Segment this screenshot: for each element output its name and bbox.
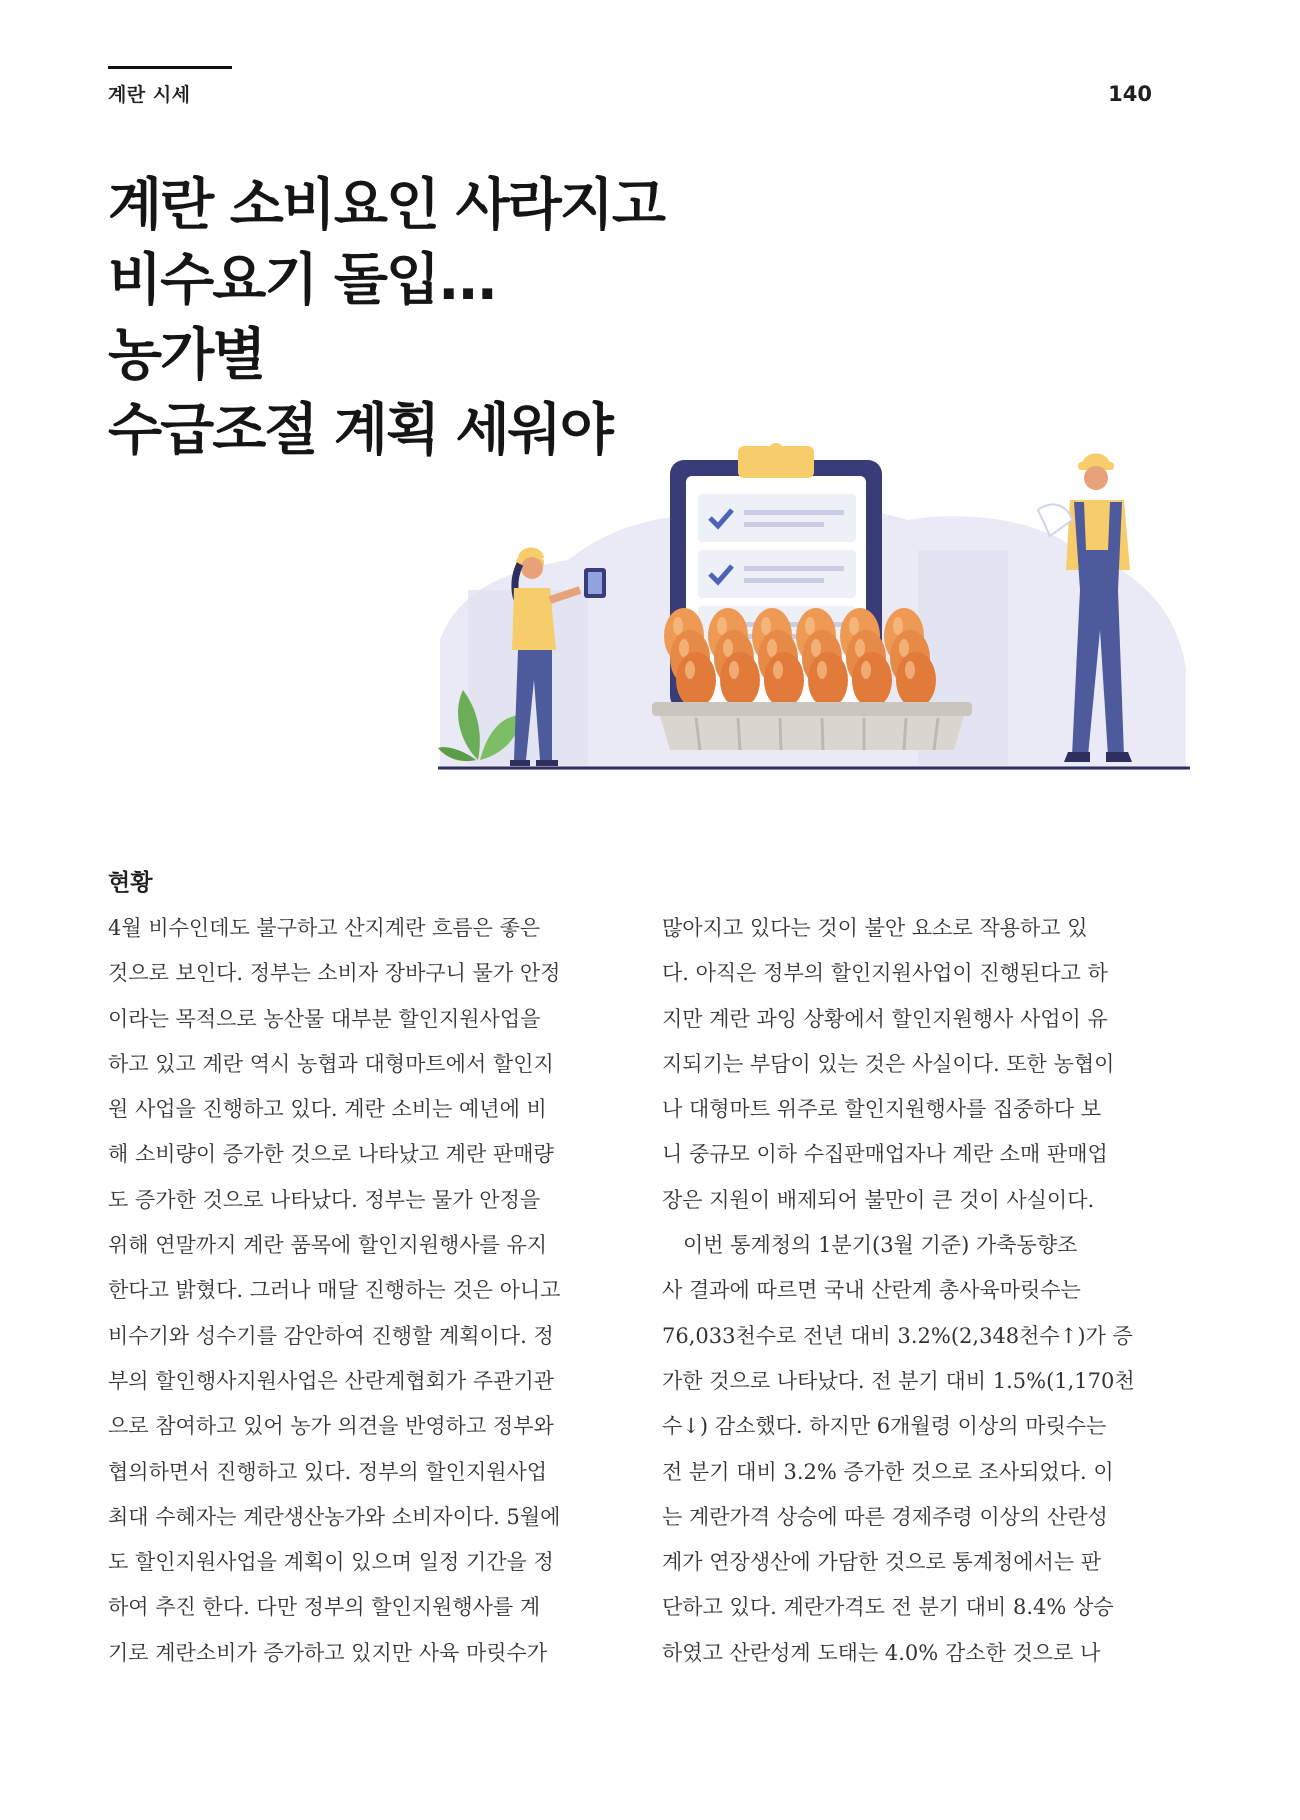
egg-highlight <box>679 639 689 657</box>
egg-highlight <box>905 661 915 679</box>
egg-highlight <box>773 661 783 679</box>
body-text-line: 해 소비량이 증가한 것으로 나타났고 계란 판매량 <box>108 1142 554 1167</box>
body-text-line: 다. 아직은 정부의 할인지원사업이 진행된다고 하 <box>662 961 1108 986</box>
section-heading: 현황 <box>108 870 153 896</box>
title-line: 비수요기 돌입... <box>108 248 496 313</box>
body-text-line: 단하고 있다. 계란가격도 전 분기 대비 8.4% 상승 <box>662 1595 1114 1620</box>
body-text-line: 사 결과에 따르면 국내 산란계 총사육마릿수는 <box>662 1278 1081 1303</box>
egg-highlight <box>805 617 815 635</box>
body-text-line: 도 할인지원사업을 계획이 있으며 일정 기간을 정 <box>108 1550 554 1575</box>
body-text-line: 원 사업을 진행하고 있다. 계란 소비는 예년에 비 <box>108 1097 547 1122</box>
egg-highlight <box>899 639 909 657</box>
body-text-line: 최대 수혜자는 계란생산농가와 소비자이다. 5월에 <box>108 1504 561 1529</box>
header-rule <box>108 66 232 69</box>
egg <box>720 652 760 708</box>
body-text-line: 부의 할인행사지원사업은 산란계협회가 주관기관 <box>108 1368 555 1393</box>
egg <box>896 652 936 708</box>
egg-highlight <box>817 661 827 679</box>
egg <box>764 652 804 708</box>
body-text-line: 계가 연장생산에 가담한 것으로 통계청에서는 판 <box>662 1550 1102 1575</box>
body-text-line: 전 분기 대비 3.2% 증가한 것으로 조사되었다. 이 <box>662 1459 1114 1484</box>
body-text-line: 수↓) 감소했다. 하지만 6개월령 이상의 마릿수는 <box>662 1414 1107 1439</box>
egg-highlight <box>849 617 859 635</box>
egg-highlight <box>717 617 727 635</box>
body-text-line: 도 증가한 것으로 나타났다. 정부는 물가 안정을 <box>108 1187 541 1212</box>
body-text-line: 4월 비수인데도 불구하고 산지계란 흐름은 좋은 <box>108 916 541 940</box>
article-title <box>108 168 664 468</box>
body-text-line: 가한 것으로 나타났다. 전 분기 대비 1.5%(1,170천 <box>662 1368 1135 1393</box>
body-text-line: 이라는 목적으로 농산물 대부분 할인지원사업을 <box>108 1006 541 1031</box>
body-text-line: 76,033천수로 전년 대비 3.2%(2,348천수↑)가 증 <box>662 1323 1133 1348</box>
egg <box>676 652 716 708</box>
body-text-line: 한다고 밝혔다. 그러나 매달 진행하는 것은 아니고 <box>108 1278 561 1303</box>
egg-highlight <box>685 661 695 679</box>
body-column-right <box>662 906 1156 1676</box>
body-text-line: 협의하면서 진행하고 있다. 정부의 할인지원사업 <box>108 1459 548 1484</box>
body-text-line: 지만 계란 과잉 상황에서 할인지원행사 사업이 유 <box>662 1006 1108 1031</box>
egg-highlight <box>761 617 771 635</box>
body-text-line: 하여 추진 한다. 다만 정부의 할인지원행사를 계 <box>108 1595 541 1620</box>
title-line: 수급조절 계획 세워야 <box>108 398 612 463</box>
body-text-line: 지되기는 부담이 있는 것은 사실이다. 또한 농협이 <box>662 1051 1115 1076</box>
body-text-line: 이번 통계청의 1분기(3월 기준) 가축동향조 <box>662 1233 1078 1258</box>
egg-highlight <box>855 639 865 657</box>
section-label: 계란 시세 <box>108 84 191 106</box>
body-text-line: 비수기와 성수기를 감안하여 진행할 계획이다. 정 <box>108 1323 554 1348</box>
egg-highlight <box>893 617 903 635</box>
body-text-line: 장은 지원이 배제되어 불만이 큰 것이 사실이다. <box>662 1187 1095 1212</box>
egg-highlight <box>723 639 733 657</box>
egg-highlight <box>811 639 821 657</box>
egg <box>852 652 892 708</box>
body-text-line: 기로 계란소비가 증가하고 있지만 사육 마릿수가 <box>108 1640 548 1665</box>
egg <box>808 652 848 708</box>
body-column-left <box>108 906 602 1676</box>
body-text-line: 하였고 산란성계 도태는 4.0% 감소한 것으로 나 <box>662 1640 1101 1665</box>
egg-highlight <box>673 617 683 635</box>
body-text-line: 많아지고 있다는 것이 불안 요소로 작용하고 있 <box>662 916 1088 940</box>
body-text-line: 으로 참여하고 있어 농가 의견을 반영하고 정부와 <box>108 1414 554 1439</box>
body-text-line: 것으로 보인다. 정부는 소비자 장바구니 물가 안정 <box>108 961 561 986</box>
egg-highlight <box>861 661 871 679</box>
body-text-line: 위해 연말까지 계란 품목에 할인지원행사를 유지 <box>108 1233 548 1258</box>
egg-farm-illustration <box>438 440 1190 776</box>
title-line: 계란 소비요인 사라지고 <box>108 173 664 238</box>
page-number: 140 <box>1108 82 1152 106</box>
body-text-line: 나 대형마트 위주로 할인지원행사를 집중하다 보 <box>662 1097 1102 1122</box>
body-text-line: 하고 있고 계란 역시 농협과 대형마트에서 할인지 <box>108 1051 554 1076</box>
egg-highlight <box>729 661 739 679</box>
title-line: 농가별 <box>108 323 265 388</box>
egg-highlight <box>767 639 777 657</box>
body-text-line: 니 중규모 이하 수집판매업자나 계란 소매 판매업 <box>662 1142 1108 1167</box>
body-text-line: 는 계란가격 상승에 따른 경제주령 이상의 산란성 <box>662 1504 1108 1529</box>
